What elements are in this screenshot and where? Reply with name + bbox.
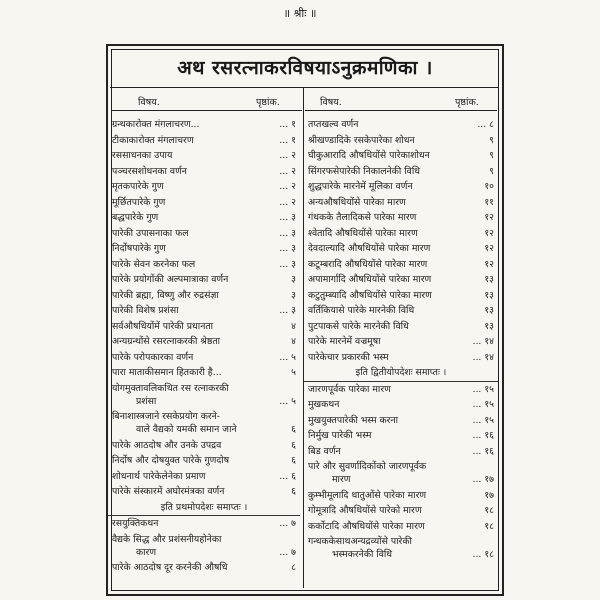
entry-subject: तप्तखल्व वर्णन bbox=[308, 119, 359, 130]
entry-subject: पारेके मारनेमें वज्रमूषा bbox=[308, 336, 381, 347]
index-entry bbox=[108, 117, 300, 133]
entry-subject: मारण bbox=[332, 474, 351, 485]
index-entry bbox=[304, 519, 498, 535]
index-entry bbox=[108, 210, 300, 226]
section-end-note bbox=[108, 500, 300, 517]
entry-subject: सर्वऔषधियोंमें पारेकी प्रधानता bbox=[112, 320, 214, 332]
entry-page-number: १३ bbox=[484, 274, 494, 285]
entry-page-number: १२ bbox=[484, 243, 494, 254]
entry-page-number: ६ bbox=[291, 424, 296, 435]
index-entry bbox=[108, 484, 300, 500]
title-rule bbox=[110, 87, 498, 88]
left-column bbox=[108, 117, 300, 576]
index-entry bbox=[108, 319, 300, 335]
left-header-rule bbox=[112, 110, 302, 111]
entry-page-number: ६ bbox=[291, 455, 296, 466]
entry-subject: निर्दोष और दोषयुक्त पारेके गुणदोष bbox=[112, 455, 230, 466]
left-page-header: पृष्ठांक. bbox=[256, 97, 280, 108]
entry-subject: श्रीखण्डादिके रसकेपारेका शोधन bbox=[308, 134, 415, 146]
entry-subject: पारेके परोपकारका वर्णन bbox=[112, 351, 194, 363]
entry-page-number: ... १६ bbox=[472, 445, 494, 457]
right-page-header: पृष्ठांक. bbox=[455, 97, 479, 108]
index-entry bbox=[108, 257, 300, 273]
entry-page-number: ... १४ bbox=[472, 351, 494, 363]
index-entry bbox=[304, 179, 498, 195]
index-entry bbox=[108, 226, 300, 242]
index-entry bbox=[304, 334, 498, 350]
index-entry bbox=[304, 319, 498, 335]
entry-subject: टीकाकारोक्त मंगलाचरण bbox=[112, 134, 194, 146]
entry-subject: निर्दोषपारेके गुण bbox=[112, 243, 166, 254]
entry-page-number: १८ bbox=[484, 520, 494, 532]
index-entry bbox=[304, 195, 498, 211]
entry-subject: ग्रन्थकारोक्त मंगलाचरण... bbox=[112, 119, 200, 130]
index-entry bbox=[304, 488, 498, 504]
index-entry bbox=[108, 394, 300, 410]
index-entry bbox=[108, 148, 300, 164]
index-entry bbox=[108, 195, 300, 211]
entry-page-number: ... १ bbox=[279, 119, 296, 130]
entry-subject: गोमूत्रादि औषधियोंसे पारेको मारण bbox=[308, 505, 422, 516]
entry-subject: कुम्भीमूलादि धातुओंसे पारेका मारण bbox=[308, 489, 427, 501]
entry-page-number: ... ७ bbox=[279, 546, 296, 558]
index-entry bbox=[304, 210, 498, 226]
entry-subject: कटूम्बरादि औषधियोंसे पारेका मारण bbox=[308, 258, 428, 270]
entry-subject: प्रशंसा bbox=[136, 395, 157, 407]
section-end-note bbox=[304, 365, 498, 382]
entry-page-number: ४ bbox=[291, 336, 296, 347]
entry-page-number: ३ bbox=[291, 289, 296, 301]
entry-subject: कर्कोटादि औषधियोंसे पारेका मारण bbox=[308, 520, 425, 532]
entry-subject: बिड वर्णन bbox=[308, 445, 341, 457]
page-title: अथ रसरत्नाकरविषयाऽनुक्रमणिका । bbox=[177, 57, 433, 79]
entry-page-number: ... ३ bbox=[279, 227, 296, 239]
entry-subject: वैद्यके सिद्ध और प्रशंसनीयहोनेका bbox=[112, 533, 222, 545]
entry-subject: योगमुक्तावलिकथित रस रत्नाकरकी bbox=[112, 382, 229, 394]
index-entry bbox=[108, 560, 300, 576]
index-entry bbox=[108, 350, 300, 366]
entry-subject: शुद्धपारेके मारनेमें मूलिका वर्णन bbox=[308, 181, 413, 192]
index-entry bbox=[304, 257, 498, 273]
entry-subject: कारण bbox=[136, 546, 157, 558]
entry-subject: घीकुआरादि औषधियोंसे पारेकाशोधन bbox=[308, 150, 430, 161]
entry-page-number: ६ bbox=[291, 486, 296, 497]
index-entry bbox=[108, 288, 300, 304]
entry-page-number: १८ bbox=[484, 505, 494, 516]
index-entry bbox=[304, 382, 498, 398]
index-entry bbox=[304, 164, 498, 180]
index-entry bbox=[108, 545, 300, 561]
entry-subject: मुखकथन bbox=[308, 399, 340, 410]
entry-subject: इति द्वितीयोपदेशः समाप्तः । bbox=[355, 367, 447, 378]
index-entry bbox=[304, 459, 498, 472]
entry-subject: श्वेतादि औषधियोंसे पारेका मारण bbox=[308, 227, 418, 239]
index-entry bbox=[108, 179, 300, 195]
index-entry bbox=[304, 444, 498, 460]
entry-subject: रससाधनका उपाय bbox=[112, 150, 173, 161]
index-entry bbox=[108, 164, 300, 180]
index-entry bbox=[304, 350, 498, 366]
entry-subject: पारेके संस्कारमें अघोरमंत्रका वर्णन bbox=[112, 486, 225, 497]
entry-subject: देवदाल्यादि औषधियोंसे पारेका मारण bbox=[308, 243, 431, 254]
index-entry bbox=[304, 303, 498, 319]
entry-page-number: ... २ bbox=[279, 196, 296, 208]
entry-subject: पारेकी उपासनाका फल bbox=[112, 227, 189, 239]
entry-subject: पुटपाकसे पारेके मारनेकी विधि bbox=[308, 320, 409, 332]
entry-subject: वर्तिकियासे पारेके मारनेकी विधि bbox=[308, 305, 415, 316]
entry-page-number: ५ bbox=[291, 367, 296, 378]
entry-subject: गंधकके तैलादिकसे पारेका मारण bbox=[308, 212, 417, 223]
entry-page-number: ... २ bbox=[279, 150, 296, 161]
entry-subject: पारे और सुवर्णादिकोंको जारणपूर्वक bbox=[308, 461, 427, 472]
index-entry bbox=[108, 409, 300, 422]
index-entry bbox=[108, 438, 300, 454]
index-entry bbox=[108, 133, 300, 149]
entry-subject: पारेके आठदोष और उनके उपद्रव bbox=[112, 439, 222, 451]
index-entry bbox=[304, 241, 498, 257]
index-entry bbox=[304, 148, 498, 164]
entry-subject: पारेके सेवन करनेका फल bbox=[112, 258, 196, 270]
index-entry bbox=[304, 547, 498, 563]
index-entry bbox=[304, 428, 498, 444]
index-entry bbox=[108, 516, 300, 532]
entry-subject: पारेके प्रयोगोंकी अल्पमात्राका वर्णन bbox=[112, 274, 229, 285]
index-entry bbox=[108, 303, 300, 319]
entry-subject: पारेकी विशेष प्रशंसा bbox=[112, 305, 179, 316]
entry-subject: भस्मकरनेकी विधि bbox=[332, 549, 393, 560]
entry-page-number: ... १७ bbox=[472, 474, 494, 485]
entry-subject: इति प्रथमोपदेशः समाप्तः । bbox=[160, 501, 248, 513]
entry-subject: कटुतुम्ब्यादि औषधियोंसे पारेका मारण bbox=[308, 289, 432, 301]
entry-page-number: ... १४ bbox=[472, 336, 494, 347]
entry-page-number: ... ३ bbox=[279, 212, 296, 223]
entry-subject: मृतकपारेके गुण bbox=[112, 181, 164, 192]
entry-subject: शोधनार्थ पारेकेलेनेका प्रमाण bbox=[112, 470, 206, 482]
entry-page-number: ... १५ bbox=[472, 414, 494, 426]
entry-page-number: ... ३ bbox=[279, 305, 296, 316]
entry-subject: मुखयुक्तपारेकी भस्म करना bbox=[308, 414, 399, 426]
entry-page-number: ६ bbox=[291, 439, 296, 451]
entry-page-number: ... ३ bbox=[279, 243, 296, 254]
entry-page-number: ८ bbox=[291, 562, 296, 573]
entry-subject: पञ्चरसशोधनका वर्णन bbox=[112, 165, 187, 177]
index-entry bbox=[304, 133, 498, 149]
index-entry bbox=[304, 272, 498, 288]
entry-page-number: ४ bbox=[291, 320, 296, 332]
entry-page-number: ... ३ bbox=[279, 258, 296, 270]
entry-subject: वाले वैद्यको यमकी समान जाने bbox=[136, 424, 237, 435]
entry-subject: पारेकी ब्रह्मा, विष्णु और रुद्रसंज्ञा bbox=[112, 289, 219, 301]
entry-subject: पारेके आठदोष दूर करनेकी औषधि bbox=[112, 562, 228, 573]
entry-subject: बद्धपारेके गुण bbox=[112, 212, 159, 223]
entry-page-number: ... १५ bbox=[472, 383, 494, 395]
entry-subject: अन्यग्रन्थोंसे रसरत्नाकरकी श्रेष्ठता bbox=[112, 336, 221, 347]
entry-page-number: ९ bbox=[489, 134, 494, 146]
entry-page-number: १३ bbox=[484, 289, 494, 301]
index-entry bbox=[304, 534, 498, 547]
index-entry bbox=[108, 532, 300, 545]
entry-page-number: ... ५ bbox=[279, 351, 296, 363]
entry-page-number: ९ bbox=[489, 150, 494, 161]
entry-subject: अपामार्गादि औषधियोंसे पारेका मारण bbox=[308, 274, 432, 285]
index-entry bbox=[304, 117, 498, 133]
left-subject-header: विषय. bbox=[138, 97, 160, 108]
entry-page-number: ... ८ bbox=[477, 119, 494, 130]
entry-subject: गन्धककेसाथअन्यद्रव्योंसे पारेकी bbox=[308, 536, 412, 547]
index-entry bbox=[304, 397, 498, 413]
entry-page-number: ... १८ bbox=[472, 549, 494, 560]
entry-subject: जारणपूर्वक पारेका मारण bbox=[308, 383, 391, 395]
entry-page-number: १३ bbox=[484, 320, 494, 332]
sri-heading: ॥ श्रीः ॥ bbox=[283, 7, 317, 20]
entry-subject: पारेकेचार प्रकारकी भस्म bbox=[308, 351, 389, 363]
entry-subject: रसयुक्तिकथन bbox=[112, 518, 159, 529]
index-entry bbox=[304, 503, 498, 519]
index-entry bbox=[108, 422, 300, 438]
entry-page-number: ... २ bbox=[279, 181, 296, 192]
entry-page-number: १२ bbox=[484, 227, 494, 239]
entry-page-number: १२ bbox=[484, 258, 494, 270]
entry-subject: बिनाशास्त्रजाने रसकेप्रयोग करने- bbox=[112, 411, 220, 422]
entry-page-number: ... ६ bbox=[279, 470, 296, 482]
right-column bbox=[304, 117, 498, 563]
index-entry bbox=[108, 381, 300, 394]
entry-page-number: ३ bbox=[291, 274, 296, 285]
entry-subject: पारा माताकीसमान हितकारी है... bbox=[112, 367, 222, 378]
index-entry bbox=[108, 469, 300, 485]
entry-page-number: ९ bbox=[489, 165, 494, 177]
entry-subject: मूर्छितपारेके गुण bbox=[112, 196, 166, 208]
index-entry bbox=[304, 472, 498, 488]
entry-subject: निर्मुख पारेकी भस्म bbox=[308, 430, 372, 441]
index-entry bbox=[108, 453, 300, 469]
entry-page-number: ... १६ bbox=[472, 430, 494, 441]
entry-page-number: १३ bbox=[484, 305, 494, 316]
right-subject-header: विषय. bbox=[320, 97, 342, 108]
entry-page-number: ... २ bbox=[279, 165, 296, 177]
index-entry bbox=[108, 334, 300, 350]
index-entry bbox=[304, 288, 498, 304]
entry-subject: अन्यऔषधियोंसे पारेका मारण bbox=[308, 196, 406, 208]
index-entry bbox=[304, 226, 498, 242]
entry-subject: सिंगरफसेपारेकी निकालनेकी विधि bbox=[308, 165, 420, 177]
entry-page-number: १७ bbox=[484, 489, 494, 501]
entry-page-number: ... ७ bbox=[279, 518, 296, 529]
entry-page-number: १२ bbox=[484, 212, 494, 223]
entry-page-number: ११ bbox=[484, 196, 494, 208]
index-entry bbox=[108, 365, 300, 381]
index-entry bbox=[108, 241, 300, 257]
index-entry bbox=[108, 272, 300, 288]
entry-page-number: ... ५ bbox=[279, 395, 296, 407]
entry-page-number: ... १ bbox=[279, 134, 296, 146]
entry-page-number: ... १५ bbox=[472, 399, 494, 410]
right-header-rule bbox=[305, 110, 497, 111]
entry-page-number: १० bbox=[484, 181, 494, 192]
index-entry bbox=[304, 413, 498, 429]
